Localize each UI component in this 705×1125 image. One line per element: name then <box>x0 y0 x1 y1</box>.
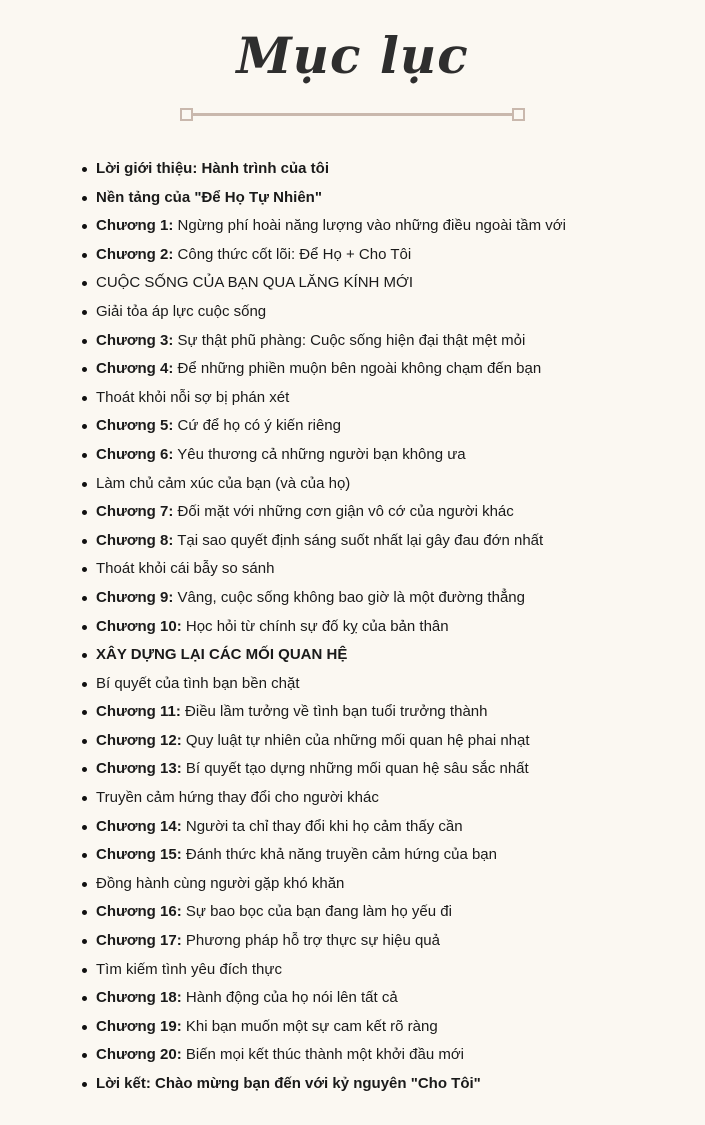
chapter-label: Chương 1: <box>96 217 174 235</box>
toc-item <box>82 184 682 213</box>
toc-item-text: Nền tảng của "Để Họ Tự Nhiên" <box>96 188 322 206</box>
toc-item-text: Khi bạn muốn một sự cam kết rõ ràng <box>181 1017 438 1035</box>
toc-item-text: Bí quyết tạo dựng những mối quan hệ sâu sắc nhất <box>181 760 529 778</box>
chapter-label: Chương 9: <box>96 588 174 606</box>
chapter-label: Chương 17: <box>96 932 182 950</box>
chapter-label: Chương 13: <box>96 760 182 778</box>
toc-item <box>82 670 682 699</box>
toc-item-text: Yêu thương cả những người bạn không ưa <box>173 445 466 463</box>
toc-item <box>82 956 682 985</box>
chapter-label: Chương 20: <box>96 1046 182 1064</box>
toc-item <box>82 470 682 499</box>
toc-item <box>82 298 682 327</box>
toc-item-text: Thoát khỏi cái bẫy so sánh <box>96 560 275 578</box>
toc-item <box>82 555 682 584</box>
divider-line <box>190 113 515 116</box>
toc-item <box>82 927 682 956</box>
divider-right-cap <box>512 108 525 121</box>
toc-item <box>82 355 682 384</box>
toc-item <box>82 327 682 356</box>
toc-item-text: Học hỏi từ chính sự đố kỵ của bản thân <box>181 617 449 635</box>
toc-item <box>82 784 682 813</box>
toc-item-text: Để những phiền muộn bên ngoài không chạm đến bạn <box>173 360 542 378</box>
chapter-label: Chương 5: <box>96 417 174 435</box>
toc-item-text: Cứ để họ có ý kiến riêng <box>173 417 341 435</box>
chapter-label: Chương 19: <box>96 1017 182 1035</box>
chapter-label: Chương 7: <box>96 503 174 521</box>
toc-item <box>82 813 682 842</box>
toc-item <box>82 441 682 470</box>
toc-item <box>82 498 682 527</box>
chapter-label: Chương 16: <box>96 903 182 921</box>
toc-item <box>82 898 682 927</box>
chapter-label: Chương 14: <box>96 817 182 835</box>
toc-item-text: Vâng, cuộc sống không bao giờ là một đường thẳng <box>173 588 525 606</box>
toc-item <box>82 870 682 899</box>
toc-item <box>82 1070 682 1099</box>
toc-item <box>82 241 682 270</box>
toc-item <box>82 155 682 184</box>
toc-item-text: Biến mọi kết thúc thành một khởi đầu mới <box>181 1046 465 1064</box>
toc-item-text: Ngừng phí hoài năng lượng vào những điều ngoài tầm với <box>173 217 566 235</box>
chapter-label: Chương 11: <box>96 703 181 721</box>
toc-item-text: Tìm kiếm tình yêu đích thực <box>96 960 282 978</box>
toc-item-text: Công thức cốt lõi: Để Họ + Cho Tôi <box>173 245 412 263</box>
toc-item-text: Quy luật tự nhiên của những mối quan hệ phai nhạt <box>181 731 530 749</box>
toc-item-text: Người ta chỉ thay đổi khi họ cảm thấy cần <box>181 817 463 835</box>
toc-item <box>82 727 682 756</box>
toc-item-text: Đánh thức khả năng truyền cảm hứng của bạn <box>181 846 497 864</box>
toc-item <box>82 269 682 298</box>
toc-item-text: Hành động của họ nói lên tất cả <box>181 989 398 1007</box>
toc-item-text: Đồng hành cùng người gặp khó khăn <box>96 874 345 892</box>
table-of-contents <box>82 155 682 1099</box>
toc-item-text: Điều lầm tưởng về tình bạn tuổi trưởng thành <box>180 703 488 721</box>
chapter-label: Chương 4: <box>96 360 174 378</box>
toc-item-text: XÂY DỰNG LẠI CÁC MỐI QUAN HỆ <box>96 646 348 664</box>
page-title: Mục lục <box>236 26 469 85</box>
title-divider <box>180 108 525 122</box>
chapter-label: Chương 15: <box>96 846 182 864</box>
toc-item-text: Tại sao quyết định sáng suốt nhất lại gây đau đớn nhất <box>173 531 544 549</box>
toc-item-text: Sự bao bọc của bạn đang làm họ yếu đi <box>181 903 452 921</box>
chapter-label: Chương 8: <box>96 531 174 549</box>
toc-item <box>82 1013 682 1042</box>
toc-item-text: Làm chủ cảm xúc của bạn (và của họ) <box>96 474 351 492</box>
chapter-label: Chương 18: <box>96 989 182 1007</box>
toc-item <box>82 698 682 727</box>
chapter-label: Chương 3: <box>96 331 174 349</box>
toc-item-text: Lời giới thiệu: Hành trình của tôi <box>96 160 329 177</box>
toc-item <box>82 212 682 241</box>
toc-item-text: Đối mặt với những cơn giận vô cớ của người khác <box>173 503 514 521</box>
toc-item <box>82 527 682 556</box>
toc-item <box>82 641 682 670</box>
toc-item-text: Phương pháp hỗ trợ thực sự hiệu quả <box>181 932 440 950</box>
toc-item <box>82 1041 682 1070</box>
toc-item-text: Lời kết: Chào mừng bạn đến với kỷ nguyên "Cho Tôi" <box>96 1075 481 1092</box>
chapter-label: Chương 6: <box>96 445 174 463</box>
chapter-label: Chương 10: <box>96 617 182 635</box>
divider-left-cap <box>180 108 193 121</box>
toc-item <box>82 841 682 870</box>
chapter-label: Chương 12: <box>96 731 182 749</box>
toc-item <box>82 984 682 1013</box>
chapter-label: Chương 2: <box>96 245 174 263</box>
toc-item <box>82 613 682 642</box>
toc-item <box>82 584 682 613</box>
toc-item-text: Truyền cảm hứng thay đổi cho người khác <box>96 789 379 807</box>
toc-item-text: CUỘC SỐNG CỦA BẠN QUA LĂNG KÍNH MỚI <box>96 274 414 292</box>
toc-item <box>82 755 682 784</box>
toc-item-text: Sự thật phũ phàng: Cuộc sống hiện đại thật mệt mỏi <box>173 331 526 349</box>
toc-item-text: Bí quyết của tình bạn bền chặt <box>96 674 300 692</box>
toc-item-text: Giải tỏa áp lực cuộc sống <box>96 302 267 320</box>
toc-item-text: Thoát khỏi nỗi sợ bị phán xét <box>96 388 290 406</box>
toc-item <box>82 412 682 441</box>
toc-item <box>82 384 682 413</box>
